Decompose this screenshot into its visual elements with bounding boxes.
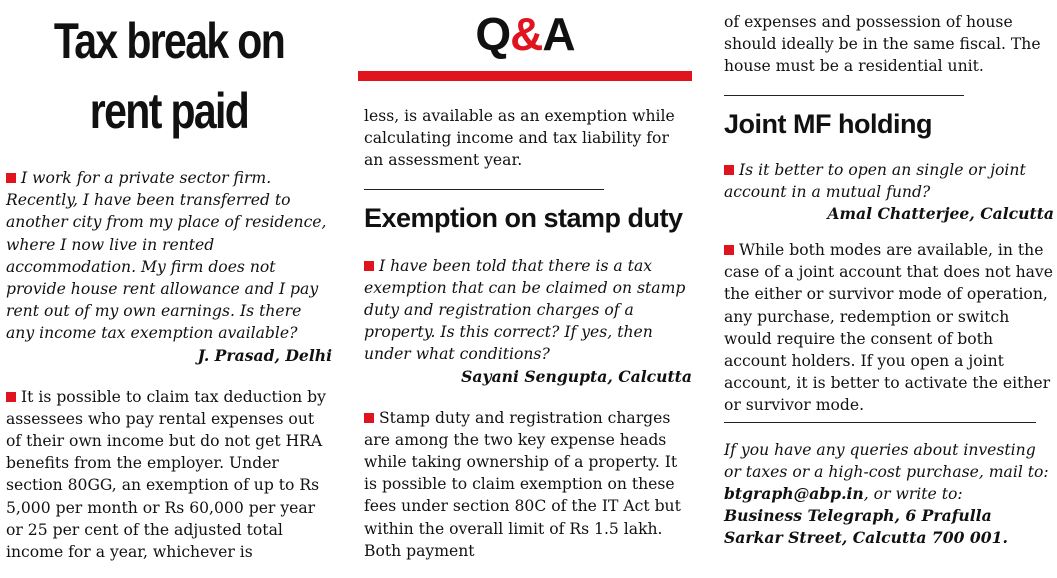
answer-3 — [724, 239, 1054, 417]
contact-info — [724, 439, 1054, 550]
answer-2-text: Stamp duty and registration charges are among the two key expense heads while taking ownership of a property. It is possible to claim exemption on these fees under section 80C of the IT Act but within the overall limit of Rs 1.5 lakh. Both payment — [364, 408, 681, 560]
byline-1: J. Prasad, Delhi — [197, 345, 332, 365]
logo-a: A — [542, 8, 575, 60]
question-2 — [364, 255, 692, 366]
footer-divider — [724, 422, 1036, 423]
question-3 — [724, 159, 1054, 203]
subhead-stamp-duty: Exemption on stamp duty — [364, 202, 683, 233]
byline-3: Amal Chatterjee, Calcutta — [827, 204, 1054, 224]
answer-1 — [6, 386, 332, 564]
address-line-1: Business Telegraph, 6 Prafulla — [724, 506, 992, 526]
column-1 — [6, 0, 332, 563]
continuation-3: of expenses and possession of house should ideally be in the same fiscal. The house must be a residential unit. — [724, 13, 1041, 76]
question-2-text: I have been told that there is a tax exemption that can be claimed on stamp duty and registration charges of a property. Is this correct? If yes, then under what conditions? — [364, 256, 686, 364]
bullet-square-icon — [724, 165, 734, 175]
bullet-square-icon — [364, 413, 374, 423]
headline-line-2: rent paid — [89, 83, 249, 139]
subhead-joint-mf: Joint MF holding — [724, 108, 932, 139]
bullet-square-icon — [6, 392, 16, 402]
section-divider — [364, 189, 604, 190]
column-3 — [724, 0, 1054, 550]
qa-logo — [358, 8, 692, 60]
bullet-square-icon — [724, 245, 734, 255]
bullet-square-icon — [364, 261, 374, 271]
email-link[interactable]: btgraph@abp.in — [724, 484, 864, 504]
column-2 — [358, 0, 692, 562]
byline-2: Sayani Sengupta, Calcutta — [461, 366, 692, 386]
red-bar — [358, 71, 692, 81]
answer-3-text: While both modes are available, in the case of a joint account that does not have the either or survivor mode of operation, any purchase, redemption or switch would require the consent of both account holders. If you open a joint account, it is better to activate the either or survivor mode. — [724, 241, 1053, 415]
footer-mid: , or write to: — [863, 485, 963, 504]
question-1 — [6, 167, 332, 345]
headline — [35, 6, 302, 146]
section-divider — [724, 95, 964, 96]
answer-1-text: It is possible to claim tax deduction by assessees who pay rental expenses out of their own income but do not get HRA benefits from the employer. Under section 80GG, an exemption of up to Rs 5,000 per month or Rs 60,000 per year or 25 per cent of the adjusted total income for a year, whichever is — [6, 387, 326, 562]
continuation-2: less, is available as an exemption while calculating income and tax liability for an assessment year. — [364, 107, 675, 170]
question-1-text: I work for a private sector firm. Recently, I have been transferred to another city from my place of residence, where I now live in rented accommodation. My firm does not provide house rent allowance and I pay rent out of my own earnings. Is there any income tax exemption available? — [6, 169, 327, 343]
logo-q: Q — [475, 8, 511, 60]
footer-intro: If you have any queries about investing or taxes or a high-cost purchase, mail to: — [724, 440, 1049, 481]
answer-2 — [364, 407, 692, 562]
headline-line-1: Tax break on — [53, 13, 285, 69]
bullet-square-icon — [6, 173, 16, 183]
logo-ampersand: & — [510, 8, 543, 60]
address-line-2: Sarkar Street, Calcutta 700 001. — [724, 528, 1008, 548]
question-3-text: Is it better to open an single or joint account in a mutual fund? — [724, 160, 1026, 201]
